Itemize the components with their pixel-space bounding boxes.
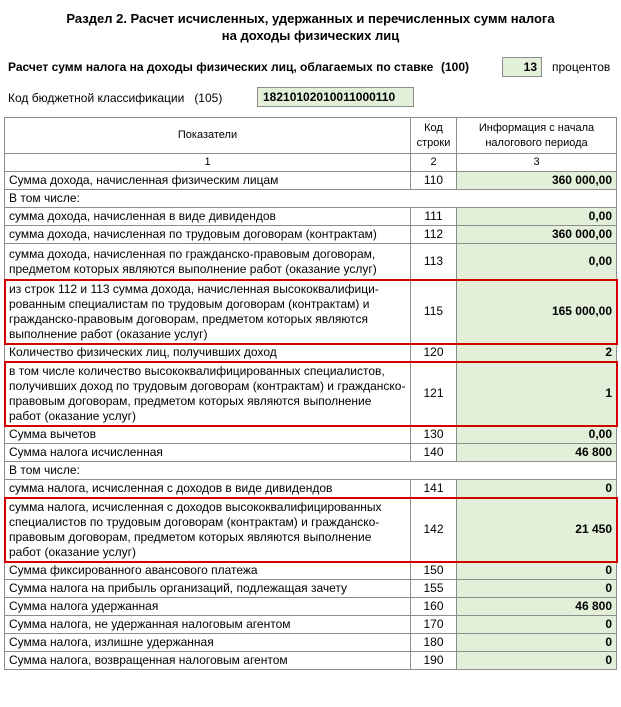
header-code: Код строки — [411, 118, 457, 154]
row-value-field[interactable]: 0 — [457, 652, 617, 670]
table-number-row — [5, 154, 617, 172]
table-row-160 — [5, 598, 617, 616]
column-number-1: 1 — [5, 154, 411, 172]
row-label: Сумма налога исчисленная — [5, 444, 411, 462]
row-label: Сумма дохода, начисленная физическим лицам — [5, 172, 411, 190]
section-title — [0, 10, 621, 44]
row-label: Сумма налога, излишне удержанная — [5, 634, 411, 652]
row-label: В том числе: — [5, 190, 617, 208]
row-code: 141 — [411, 480, 457, 498]
row-label: Количество физических лиц, получивших доход — [5, 344, 411, 362]
kbk-label — [8, 91, 222, 105]
row-value-field[interactable]: 0 — [457, 562, 617, 580]
row-code: 113 — [411, 244, 457, 280]
row-code: 112 — [411, 226, 457, 244]
row-value-field[interactable]: 21 450 — [457, 498, 617, 562]
row-value-field[interactable]: 360 000,00 — [457, 172, 617, 190]
table-row-subheading — [5, 190, 617, 208]
row-value-field[interactable]: 46 800 — [457, 598, 617, 616]
row-code: 121 — [411, 362, 457, 426]
row-value-field[interactable]: 0,00 — [457, 426, 617, 444]
row-label: в том числе количество высококвалифицированных специалистов, получивших доход по трудовым договорам (контрактам) и гражданско-правовым договорам, предметом которых являются выполнение работ (оказание услуг) — [5, 362, 411, 426]
row-code: 140 — [411, 444, 457, 462]
table-row-121 — [5, 362, 617, 426]
table-row-170 — [5, 616, 617, 634]
table-row-130 — [5, 426, 617, 444]
row-code: 150 — [411, 562, 457, 580]
row-value-field[interactable]: 0,00 — [457, 208, 617, 226]
row-value-field[interactable]: 0,00 — [457, 244, 617, 280]
row-label: сумма дохода, начисленная по трудовым договорам (контрактам) — [5, 226, 411, 244]
row-code: 111 — [411, 208, 457, 226]
kbk-code: (105) — [194, 91, 223, 105]
header-indicator: Показатели — [5, 118, 411, 154]
row-value-field[interactable]: 0 — [457, 634, 617, 652]
table-row-112 — [5, 226, 617, 244]
table-row-110 — [5, 172, 617, 190]
tax-rate-unit: процентов — [552, 60, 611, 74]
table-row-115 — [5, 280, 617, 344]
column-number-3: 3 — [457, 154, 617, 172]
row-label: из строк 112 и 113 сумма дохода, начисленная высококвалифици-рованным специалистам по трудовым договорам (контрактам) и гражданско-правовым договорам, предметом которых являются выполнение работ (оказание услуг) — [5, 280, 411, 344]
kbk-label-text: Код бюджетной классификации — [8, 91, 185, 105]
row-code: 160 — [411, 598, 457, 616]
tax-rate-code: (100) — [441, 60, 470, 74]
row-label: Сумма налога удержанная — [5, 598, 411, 616]
table-row-190 — [5, 652, 617, 670]
table-row-111 — [5, 208, 617, 226]
row-label: Сумма налога на прибыль организаций, подлежащая зачету — [5, 580, 411, 598]
row-code: 180 — [411, 634, 457, 652]
kbk-field[interactable]: 18210102010011000110 — [257, 87, 414, 107]
row-label: Сумма налога, возвращенная налоговым агентом — [5, 652, 411, 670]
table-row-120 — [5, 344, 617, 362]
section-title-line2: на доходы физических лиц — [221, 28, 400, 43]
table-row-140 — [5, 444, 617, 462]
row-label: сумма дохода, начисленная в виде дивидендов — [5, 208, 411, 226]
table-row-subheading — [5, 462, 617, 480]
row-value-field[interactable]: 2 — [457, 344, 617, 362]
row-value-field[interactable]: 360 000,00 — [457, 226, 617, 244]
table-row-155 — [5, 580, 617, 598]
row-label: сумма налога, исчисленная с доходов высококвалифицированных специалистов по трудовым договорам (контрактам) и гражданско-правовым договорам, предметом которых являются выполнение работ (оказание услуг) — [5, 498, 411, 562]
row-label: Сумма фиксированного авансового платежа — [5, 562, 411, 580]
table-row-113 — [5, 244, 617, 280]
header-info: Информация с начала налогового периода — [457, 118, 617, 154]
row-code: 110 — [411, 172, 457, 190]
row-label: Сумма налога, не удержанная налоговым агентом — [5, 616, 411, 634]
row-label: сумма дохода, начисленная по гражданско-правовым договорам, предметом которых являются выполнение работ (оказание услуг) — [5, 244, 411, 280]
row-value-field[interactable]: 0 — [457, 616, 617, 634]
row-code: 115 — [411, 280, 457, 344]
row-code: 155 — [411, 580, 457, 598]
column-number-2: 2 — [411, 154, 457, 172]
row-code: 170 — [411, 616, 457, 634]
row-value-field[interactable]: 1 — [457, 362, 617, 426]
tax-rate-label: Расчет сумм налога на доходы физических лиц, облагаемых по ставке — [8, 60, 434, 74]
row-code: 142 — [411, 498, 457, 562]
tax-rate-field[interactable]: 13 — [502, 57, 542, 77]
row-code: 120 — [411, 344, 457, 362]
tax-rate-row — [8, 57, 614, 79]
table-row-180 — [5, 634, 617, 652]
row-code: 130 — [411, 426, 457, 444]
table-row-150 — [5, 562, 617, 580]
table-header-row — [5, 118, 617, 154]
row-value-field[interactable]: 165 000,00 — [457, 280, 617, 344]
row-value-field[interactable]: 0 — [457, 480, 617, 498]
row-label: Сумма вычетов — [5, 426, 411, 444]
section-title-line1: Раздел 2. Расчет исчисленных, удержанных и перечисленных сумм налога — [66, 11, 555, 26]
row-label: В том числе: — [5, 462, 617, 480]
row-value-field[interactable]: 0 — [457, 580, 617, 598]
row-value-field[interactable]: 46 800 — [457, 444, 617, 462]
table-row-142 — [5, 498, 617, 562]
kbk-row — [8, 87, 614, 109]
row-code: 190 — [411, 652, 457, 670]
tax-calculation-table — [4, 117, 617, 670]
table-row-141 — [5, 480, 617, 498]
row-label: сумма налога, исчисленная с доходов в виде дивидендов — [5, 480, 411, 498]
